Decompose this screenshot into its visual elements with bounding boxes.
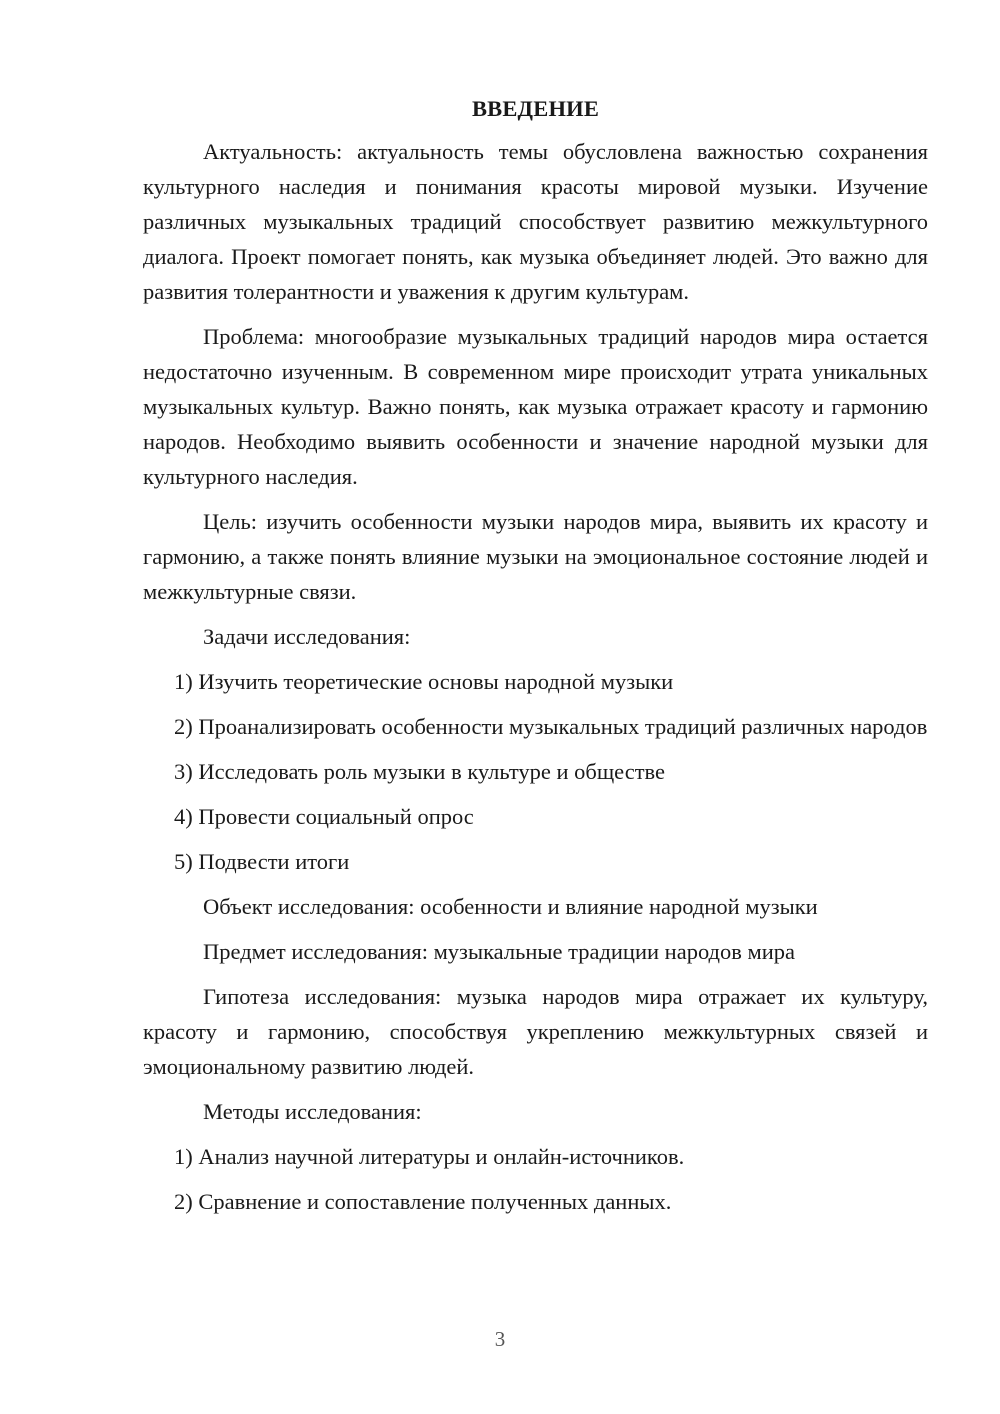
relevance-paragraph: Актуальность: актуальность темы обусловлена важностью сохранения культурного наследия и понимания красоты мировой музыки. Изучение различных музыкальных традиций способствует развитию межкультурного диалога. Проект помогает понять, как музыка объединяет людей. Это важно для развития толерантности и уважения к другим культурам. xyxy=(143,139,928,304)
research-object: Объект исследования: особенности и влияние народной музыки xyxy=(203,894,818,919)
task-item-4: 4) Провести социальный опрос xyxy=(174,804,474,829)
goal-paragraph: Цель: изучить особенности музыки народов мира, выявить их красоту и гармонию, а также понять влияние музыки на эмоциональное состояние людей и межкультурные связи. xyxy=(143,509,928,604)
page-content xyxy=(143,91,928,1229)
task-item-5: 5) Подвести итоги xyxy=(174,849,350,874)
hypothesis-paragraph: Гипотеза исследования: музыка народов мира отражает их культуру, красоту и гармонию, способствуя укреплению межкультурных связей и эмоциональному развитию людей. xyxy=(143,984,928,1079)
task-item-1: 1) Изучить теоретические основы народной музыки xyxy=(174,669,674,694)
methods-heading: Методы исследования: xyxy=(203,1099,422,1124)
research-subject: Предмет исследования: музыкальные традиции народов мира xyxy=(203,939,796,964)
method-item-2: 2) Сравнение и сопоставление полученных данных. xyxy=(174,1189,672,1214)
method-item-1: 1) Анализ научной литературы и онлайн-источников. xyxy=(174,1144,685,1169)
task-item-3: 3) Исследовать роль музыки в культуре и обществе xyxy=(174,759,666,784)
section-title: ВВЕДЕНИЕ xyxy=(471,96,600,121)
tasks-heading: Задачи исследования: xyxy=(203,624,411,649)
page-number: 3 xyxy=(494,1327,506,1351)
problem-paragraph: Проблема: многообразие музыкальных традиций народов мира остается недостаточно изученным. В современном мире происходит утрата уникальных музыкальных культур. Важно понять, как музыка отражает красоту и гармонию народов. Необходимо выявить особенности и значение народной музыки для культурного наследия. xyxy=(143,324,928,489)
task-item-2: 2) Проанализировать особенности музыкальных традиций различных народов xyxy=(174,714,928,739)
